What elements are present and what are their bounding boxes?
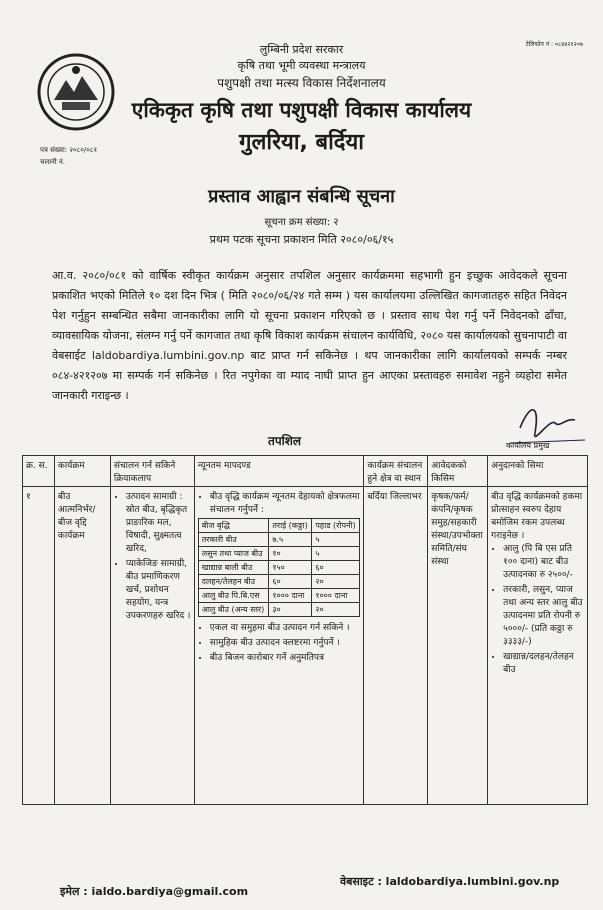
table-header-row [23, 456, 588, 487]
inner-cell: लसुन तथा प्याज बीउ [198, 547, 269, 561]
table-row [23, 487, 588, 805]
notice-title: प्रस्ताव आह्वान संबन्धि सूचना [208, 186, 395, 207]
grant-point: • खाद्यान्न/दलहन/तेलहन बीउ [503, 649, 584, 675]
notice-body: आ.व. २०८०/०८१ को वार्षिक स्वीकृत कार्यक्रम अनुसार तपशिल अनुसार कार्यक्रममा सहभागी हुन इच्छुक आवेदकले सूचना प्रकाशित भएको मितिले १० दश दिन भित्र ( मिति २०८०/०६/२४ गते सम्म ) यस कार्यालयमा उल्लिखित कागजातहरु सहित निवेदन पेश गर्नुहुन सम्बन्धित सबैमा जानकारीका लागि यो सूचना प्रकाशन गरिएको छ । प्रस्ताव साथ पेश गर्नु पर्ने निवेदनको ढाँचा, व्यावसायिक योजना, संलग्न गर्नु पर्ने कागजात तथा कृषि विकाश कार्यक्रम संचालन कार्यविधि, २०८० यस कार्यालयको सुचनापाटी वा वेबसाईट laldobardiya.lumbini.gov.np बाट प्राप्त गर्न सकिनेछ । थप जानकारीका लागि कार्यालयको सम्पर्क नम्बर ०८४-४२१२०७ मा सम्पर्क गर्न सकिनेछ । रित नपुगेका वा म्याद नाघी प्राप्त हुन आएका प्रस्तावहरु समावेश नहुने व्यहोरा समेत जानकारी गराइन्छ । [52, 269, 567, 402]
inner-row [198, 547, 360, 561]
tapshil-heading: तपशिल [268, 434, 302, 448]
notice-number: सूचना क्रम संख्या: २ [264, 217, 339, 228]
activity-item: • उत्पादन सामाग्री : स्रोत बीउ, बृद्धिकृत प्राङारिक मल, विषादी, सुक्ष्मतत्व खरिद, [126, 489, 191, 554]
office-name: एकिकृत कृषि तथा पशुपक्षी विकास कार्यालय [131, 98, 472, 122]
inner-cell: ६० [312, 561, 360, 575]
telephone-ref: टेलिफोन नं : ०८४४२१२०७ [525, 41, 583, 48]
program-table [22, 455, 588, 805]
inner-cell: ७.५ [269, 533, 312, 547]
col-header-program: कार्यक्रम [54, 456, 110, 487]
grant-point: • आलु (पि बि एस प्रति १०० दाना) बाट बीउ उत्पादनका रु २५००/- [503, 541, 584, 580]
col-header-sn: क्र. स. [23, 456, 55, 487]
footer-email: इमेल : ialdo.bardiya@gmail.com [60, 885, 249, 898]
chalani-number: चलानी नं. [40, 158, 66, 166]
seed-area-table [198, 518, 361, 617]
inner-cell: १० [269, 547, 312, 561]
inner-row [198, 589, 360, 603]
inner-header: तराई (कठ्ठा) [269, 519, 312, 533]
header-line-province: लुम्बिनी प्रदेश सरकार [259, 43, 344, 56]
grant-point: • तरकारी, लसुन, प्याज तथा अन्य स्तर आलु बीउ उत्पादनमा प्रति रोपनी रु ५०००/- (प्रति कठ्ठा रु ३३३३/-) [503, 582, 584, 647]
criteria-point: • एकल वा समुहमा बीउ उत्पादन गर्न सकिने । [210, 620, 361, 633]
cell-grant [488, 487, 588, 805]
office-place: गुलरिया, बर्दिया [239, 130, 364, 155]
cell-area: बर्दिया जिल्लाभर [364, 487, 428, 805]
col-header-area: कार्यक्रम संचालन हुने क्षेत्र वा स्थान [364, 456, 428, 487]
inner-cell: ३० [269, 603, 312, 617]
activity-item: • प्याकेजिङ सामाग्री, बीउ प्रमाणिकरण खर्च, प्रशोधन सहयोग, यन्त्र उपकरणहरु खरिद । [126, 556, 191, 621]
criteria-point: • सामुहिक बीउ उत्पादन क्लष्टरमा गर्नुपर्ने । [210, 635, 361, 648]
inner-cell: तरकारी बीउ [198, 533, 269, 547]
criteria-intro: • बीउ वृद्धि कार्यक्रम न्यूनतम देहायको क्षेत्रफलमा संचालन गर्नुपर्ने : [210, 489, 361, 515]
col-header-grant: अनुदानको सिमा [488, 456, 588, 487]
inner-cell: १००० दाना [312, 589, 360, 603]
header-line-directorate: पशुपक्षी तथा मत्स्य विकास निर्देशनालय [217, 76, 386, 90]
grant-intro: बीउ वृद्धि कार्यक्रमको हकमा प्रोत्साहन स्वरुप देहाय बमोजिम रकम उपलब्ध गराइनेछ । [491, 492, 583, 541]
inner-cell: आलु बीउ पि.बि.एस [198, 589, 269, 603]
inner-row [198, 561, 360, 575]
inner-cell: २० [312, 575, 360, 589]
inner-cell: ६० [269, 575, 312, 589]
patra-sankhya: पत्र संख्या: २०८०/०८१ [40, 146, 98, 154]
col-header-activities: संचालन गर्न सकिने क्रियाकलाप [110, 456, 194, 487]
inner-row [198, 603, 360, 617]
inner-cell: १५० [269, 561, 312, 575]
inner-cell: २० [312, 603, 360, 617]
office-chief-label: कार्यालय प्रमुख [506, 441, 550, 450]
inner-row [198, 533, 360, 547]
cell-activities [110, 487, 194, 805]
col-header-applicant: आवेदकको किसिम [428, 456, 488, 487]
col-header-criteria: न्यूनतम मापदण्ड [194, 456, 364, 487]
inner-cell: ५ [312, 547, 360, 561]
footer-website: वेबसाइट : laldobardiya.lumbini.gov.np [340, 875, 560, 888]
inner-cell: ५ [312, 533, 360, 547]
header-line-ministry: कृषि तथा भूमी व्यवस्था मन्त्रालय [237, 59, 366, 72]
inner-cell: आलु बीउ (अन्य स्तर) [198, 603, 269, 617]
inner-header: बीज बृद्धि [198, 519, 269, 533]
inner-cell: खाद्यान्न बाली बीउ [198, 561, 269, 575]
inner-cell: १००० दाना [269, 589, 312, 603]
criteria-point: • बीउ बिजन कारोबार गर्ने अनुमतिपत्र [210, 650, 361, 663]
cell-applicant: कृषक/फर्म/कंपनि/कृषक समुह/सहकारी संस्था/उपभोक्ता समिति/संघ संस्था [428, 487, 488, 805]
cell-criteria [194, 487, 364, 805]
cell-program: बीउ आत्मनिर्भर/बीज वृद्दि कार्यक्रम [54, 487, 110, 805]
inner-header: पहाड (रोपनी) [312, 519, 360, 533]
inner-cell: दलहन/तेलहन बीउ [198, 575, 269, 589]
inner-row [198, 575, 360, 589]
notice-date: प्रथम पटक सूचना प्रकाशन मिति २०८०/०६/१५ [209, 233, 394, 246]
cell-sn: १ [23, 487, 55, 805]
